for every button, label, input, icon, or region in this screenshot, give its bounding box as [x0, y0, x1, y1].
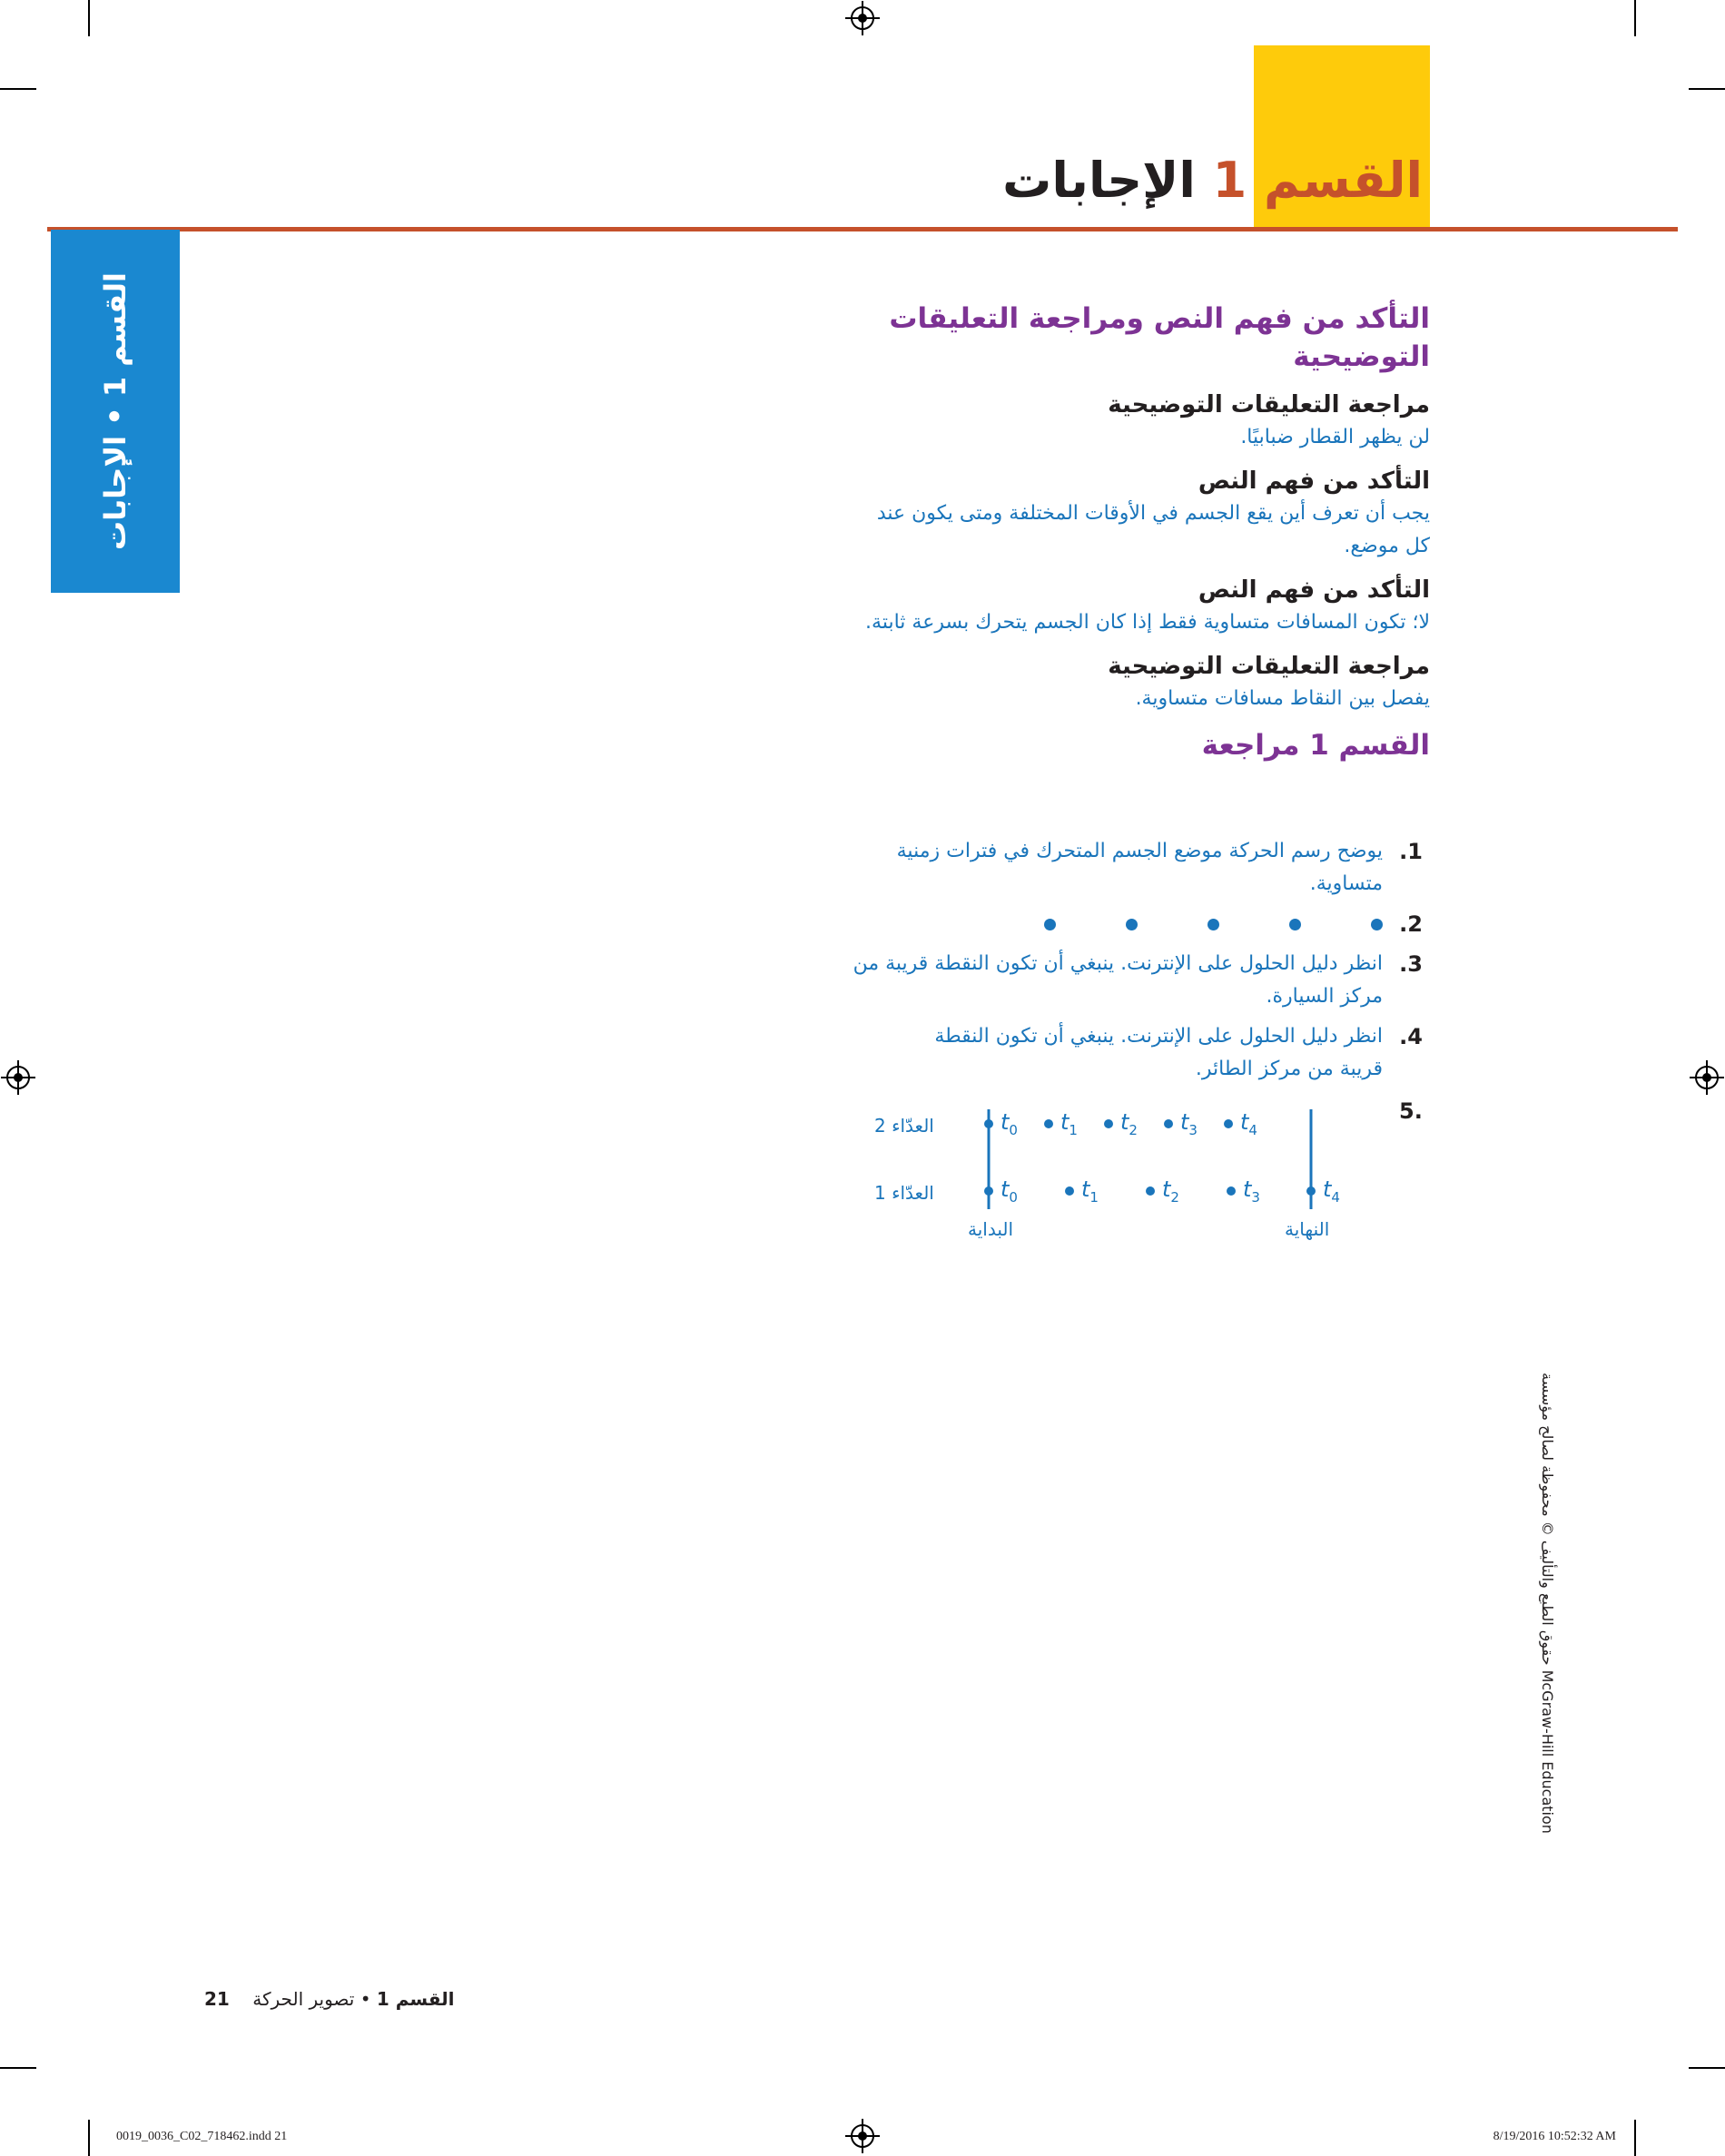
- registration-mark-icon: [851, 6, 874, 30]
- time-label: $t_4$: [1240, 1109, 1257, 1138]
- page-number: 21: [204, 1988, 230, 2010]
- page-footer: [204, 1988, 455, 2010]
- block-heading: مراجعة التعليقات التوضيحية: [1108, 653, 1430, 680]
- time-label: $t_3$: [1243, 1176, 1260, 1206]
- registration-mark-icon: [1695, 1066, 1719, 1089]
- copyright-text: حقوق الطبع والتأليف © محفوظة لصالح مؤسسة McGraw-Hill Education: [1539, 1373, 1556, 1834]
- review-questions: [787, 835, 1423, 1093]
- question-answer: انظر دليل الحلول على الإنترنت. ينبغي أن تكون النقطة قريبة من مركز الطائر.: [934, 1025, 1383, 1080]
- registration-mark-icon: [6, 1066, 30, 1089]
- question-item: [787, 948, 1423, 1013]
- question-answer: يوضح رسم الحركة موضع الجسم المتحرك في فترات زمنية متساوية.: [896, 840, 1383, 895]
- question-answer: انظر دليل الحلول على الإنترنت. ينبغي أن تكون النقطة قريبة من مركز السيارة.: [853, 952, 1383, 1008]
- runner2-label: العدّاء 2: [874, 1115, 934, 1137]
- runner2-dot: [984, 1119, 993, 1128]
- header-rule: [47, 227, 1678, 231]
- crop-mark: [1689, 2067, 1725, 2069]
- section-label: القسم 1: [1212, 152, 1423, 209]
- crop-mark: [88, 0, 90, 36]
- title-label: الإجابات: [1002, 152, 1196, 209]
- answer-block: [849, 574, 1430, 639]
- block-text: يجب أن تعرف أين يقع الجسم في الأوقات المختلفة ومتى يكون عند كل موضع.: [876, 502, 1430, 557]
- main-heading: التأكد من فهم النص ومراجعة التعليقات التوضيحية: [889, 302, 1430, 373]
- runner1-dot: [1227, 1186, 1236, 1196]
- footer-section: القسم 1: [376, 1988, 455, 2010]
- crop-mark: [1689, 88, 1725, 90]
- motion-dot: [1126, 919, 1138, 930]
- copyright-notice: [1534, 1373, 1556, 1917]
- runner2-dot: [1164, 1119, 1173, 1128]
- crop-mark: [1634, 2120, 1636, 2156]
- question-item: [787, 908, 1423, 940]
- time-label: $t_0$: [1000, 1109, 1018, 1138]
- time-label: $t_2$: [1162, 1176, 1179, 1206]
- answers-content: [849, 300, 1430, 764]
- footer-separator: •: [360, 1988, 371, 2010]
- time-label: $t_1$: [1060, 1109, 1078, 1138]
- question-number: 3.: [1399, 951, 1423, 977]
- finish-label: النهاية: [1285, 1218, 1330, 1240]
- question-number: 1.: [1399, 839, 1423, 864]
- crop-mark: [88, 2120, 90, 2156]
- crop-mark: [0, 2067, 36, 2069]
- time-label: $t_3$: [1180, 1109, 1198, 1138]
- block-text: يفصل بين النقاط مسافات متساوية.: [1135, 687, 1430, 710]
- motion-dot: [1044, 919, 1056, 930]
- runner1-dot: [1146, 1186, 1155, 1196]
- motion-dot: [1289, 919, 1301, 930]
- crop-mark: [1634, 0, 1636, 36]
- runner1-label: العدّاء 1: [874, 1182, 934, 1204]
- date-slug: 8/19/2016 10:52:32 AM: [1493, 2130, 1616, 2143]
- file-slug: 0019_0036_C02_718462.indd 21: [116, 2130, 288, 2143]
- start-label: البداية: [968, 1218, 1014, 1240]
- motion-dot: [1208, 919, 1219, 930]
- runner2-dot: [1044, 1119, 1053, 1128]
- equal-spacing-dots: [787, 908, 1383, 940]
- question-number: 5.: [1399, 1098, 1423, 1124]
- runner2-dot: [1104, 1119, 1113, 1128]
- block-text: لن يظهر القطار ضبابيًا.: [1240, 426, 1430, 448]
- time-label: $t_1$: [1081, 1176, 1099, 1206]
- time-label: $t_4$: [1323, 1176, 1340, 1206]
- block-heading: التأكد من فهم النص: [1198, 468, 1430, 495]
- review-heading: القسم 1 مراجعة: [1201, 729, 1430, 762]
- question-number: 2.: [1399, 911, 1423, 937]
- block-heading: مراجعة التعليقات التوضيحية: [1108, 391, 1430, 418]
- answer-block: [849, 389, 1430, 454]
- runner1-dot: [1306, 1186, 1316, 1196]
- runner1-dot: [984, 1186, 993, 1196]
- question-number: 4.: [1399, 1024, 1423, 1049]
- block-text: لا؛ تكون المسافات متساوية فقط إذا كان الجسم يتحرك بسرعة ثابتة.: [865, 611, 1430, 634]
- side-tab-label: القسم 1 • الإجابات: [98, 272, 133, 550]
- page-title: [1002, 152, 1423, 209]
- registration-mark-icon: [851, 2124, 874, 2148]
- answer-block: [849, 650, 1430, 715]
- motion-dot: [1371, 919, 1383, 930]
- question-item: [787, 835, 1423, 901]
- time-label: $t_2$: [1120, 1109, 1138, 1138]
- answer-block: [849, 465, 1430, 563]
- crop-mark: [0, 88, 36, 90]
- time-label: $t_0$: [1000, 1176, 1018, 1206]
- footer-chapter: تصوير الحركة: [252, 1988, 355, 2010]
- runner2-dot: [1224, 1119, 1233, 1128]
- question-item: [787, 1020, 1423, 1086]
- block-heading: التأكد من فهم النص: [1198, 576, 1430, 604]
- runner1-dot: [1065, 1186, 1074, 1196]
